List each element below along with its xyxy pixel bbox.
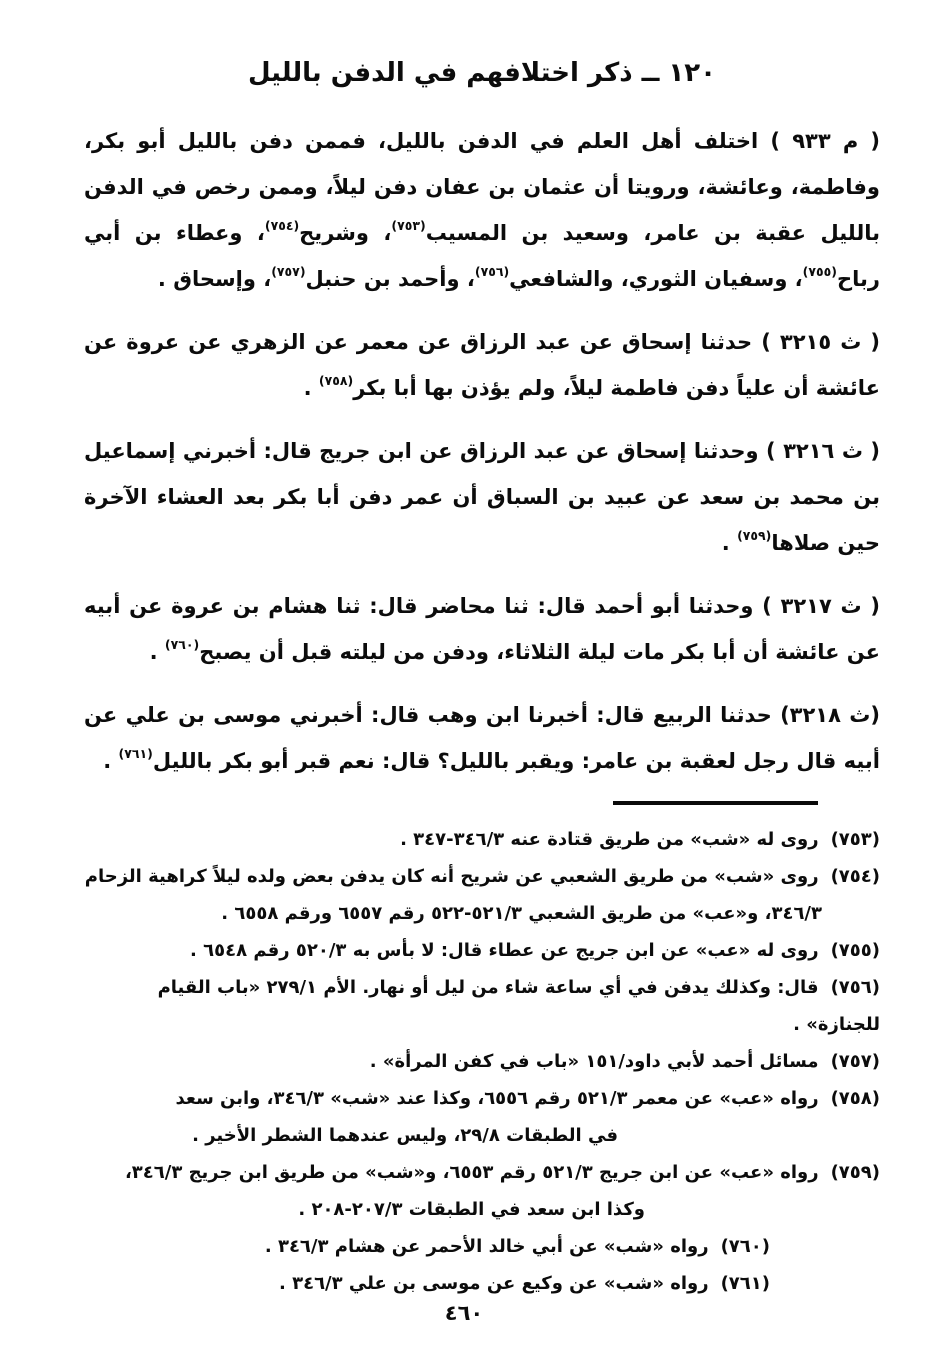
footnote-number: (٧٥٣) (830, 829, 880, 850)
footnote-line: في الطبقات ٢٩/٨، وليس عندهما الشطر الأخير . (192, 1125, 618, 1146)
footnote-entry (84, 1080, 880, 1154)
footnote-entry (84, 932, 880, 969)
footnote-entry (84, 1043, 880, 1080)
page-number: ٤٦٠ (444, 1301, 484, 1325)
footnote-number: (٧٦٠) (720, 1236, 770, 1257)
footnote-ref: (٧٦٠) (164, 637, 200, 652)
footnote-ref: (٧٦١) (118, 746, 153, 761)
footnote-line: (٧٦٠)رواه «شب» عن أبي خالد الأحمر عن هشام ٣٤٦/٣ . (84, 1228, 880, 1265)
footnote-line: (٧٥٧)مسائل أحمد لأبي داود/١٥١ «باب في كفن المرأة» . (84, 1043, 880, 1080)
footnote-line: وكذا ابن سعد في الطبقات ٢٠٧/٣-٢٠٨ . (298, 1199, 645, 1220)
footnote-number: (٧٥٦) (830, 977, 880, 998)
footnote-ref: (٧٥٣) (391, 218, 426, 233)
footnote-ref: (٧٥٧) (271, 264, 306, 279)
hadith-paragraph: ( ث ٣٢١٥ ) حدثنا إسحاق عن عبد الرزاق عن معمر عن الزهري عن عروة عن عائشة أن علياً دفن فاطمة ليلاً، ولم يؤذن بها أبا بكر$^{(٧٥٨)}$ . (84, 330, 880, 400)
footnote-number: (٧٥٤) (830, 866, 880, 887)
footnote-number: (٧٥٧) (830, 1051, 880, 1072)
footnote-entry (84, 969, 880, 1043)
footnote-number: (٧٦١) (720, 1273, 770, 1294)
footnote-number: (٧٥٥) (830, 940, 880, 961)
footnote-ref: (٧٥٨) (318, 373, 354, 388)
footnote-line: (٧٥٥)روى له «عب» عن ابن جريج عن عطاء قال: لا بأس به ٥٢٠/٣ رقم ٦٥٤٨ . (84, 932, 880, 969)
footnote-line: (٧٥٤)روى «شب» من طريق الشعبي عن شريح أنه كان يدفن بعض ولده ليلاً كراهية الزحام (84, 858, 880, 895)
chapter-heading: ١٢٠ ــ ذكر اختلافهم في الدفن بالليل (247, 58, 717, 88)
footnote-line: (٧٥٣)روى له «شب» من طريق قتادة عنه ٣٤٦/٣-٣٤٧ . (84, 821, 880, 858)
footnotes-block (84, 821, 880, 1302)
footnote-separator (613, 801, 818, 805)
footnote-number: (٧٥٨) (830, 1088, 880, 1109)
main-text-block (84, 118, 880, 784)
footnote-number: (٧٥٩) (830, 1162, 880, 1183)
hadith-paragraph: ( م ٩٣٣ ) اختلف أهل العلم في الدفن بالليل، فممن دفن بالليل أبو بكر، وفاطمة، وعائشة، ورويتا أن عثمان بن عفان دفن ليلاً، وممن رخص في الدفن بالليل عقبة بن عامر، وسعيد بن المسيب$^{(٧٥٣)}$، وشريح$^{(٧٥٤)}$، وعطاء بن أبي رباح$^{(٧٥٥)}$، وسفيان الثوري، والشافعي$^{(٧٥٦)}$، وأحمد بن حنبل$^{(٧٥٧)}$، وإسحاق . (84, 129, 880, 291)
footnote-entry (84, 821, 880, 858)
footnote-line: ٣٤٦/٣، و«عب» من طريق الشعبي ٥٢١/٣-٥٢٢ رقم ٦٥٥٧ ورقم ٦٥٥٨ . (221, 903, 822, 924)
footnote-entry (84, 1265, 880, 1302)
hadith-paragraph: ( ث ٣٢١٦ ) وحدثنا إسحاق عن عبد الرزاق عن ابن جريج قال: أخبرني إسماعيل بن محمد بن سعد عن عبيد بن السباق أن عمر دفن أبا بكر بعد العشاء الآخرة حين صلاها$^{(٧٥٩)}$ . (84, 439, 880, 555)
footnote-line: (٧٦١)رواه «شب» عن وكيع عن موسى بن علي ٣٤٦/٣ . (84, 1265, 880, 1302)
hadith-paragraph: (ث ٣٢١٨) حدثنا الربيع قال: أخبرنا ابن وهب قال: أخبرني موسى بن علي عن أبيه قال رجل لعقبة بن عامر: ويقبر بالليل؟ قال: نعم قبر أبو بكر بالليل$^{(٧٦١)}$ . (84, 703, 880, 773)
footnote-entry (84, 1154, 880, 1228)
footnote-entry (84, 858, 880, 932)
footnote-entry (84, 1228, 880, 1265)
footnote-line: (٧٥٩)رواه «عب» عن ابن جريج ٥٢١/٣ رقم ٦٥٥٣، و«شب» من طريق ابن جريج ٣٤٦/٣، (84, 1154, 880, 1191)
footnote-ref: (٧٥٥) (802, 264, 837, 279)
footnote-ref: (٧٥٩) (737, 528, 772, 543)
hadith-paragraph: ( ث ٣٢١٧ ) وحدثنا أبو أحمد قال: ثنا محاضر قال: ثنا هشام بن عروة عن أبيه عن عائشة أن أبا بكر مات ليلة الثلاثاء، ودفن من ليلته قبل أن يصبح$^{(٧٦٠)}$ . (84, 594, 880, 664)
footnote-ref: (٧٥٤) (264, 218, 300, 233)
footnote-line: (٧٥٦)قال: وكذلك يدفن في أي ساعة شاء من ليل أو نهار. الأم ٢٧٩/١ «باب القيام للجنازة» . (84, 969, 880, 1043)
footnote-ref: (٧٥٦) (474, 264, 510, 279)
footnote-line: (٧٥٨)رواه «عب» عن معمر ٥٢١/٣ رقم ٦٥٥٦، وكذا عند «شب» ٣٤٦/٣، وابن سعد (84, 1080, 880, 1117)
